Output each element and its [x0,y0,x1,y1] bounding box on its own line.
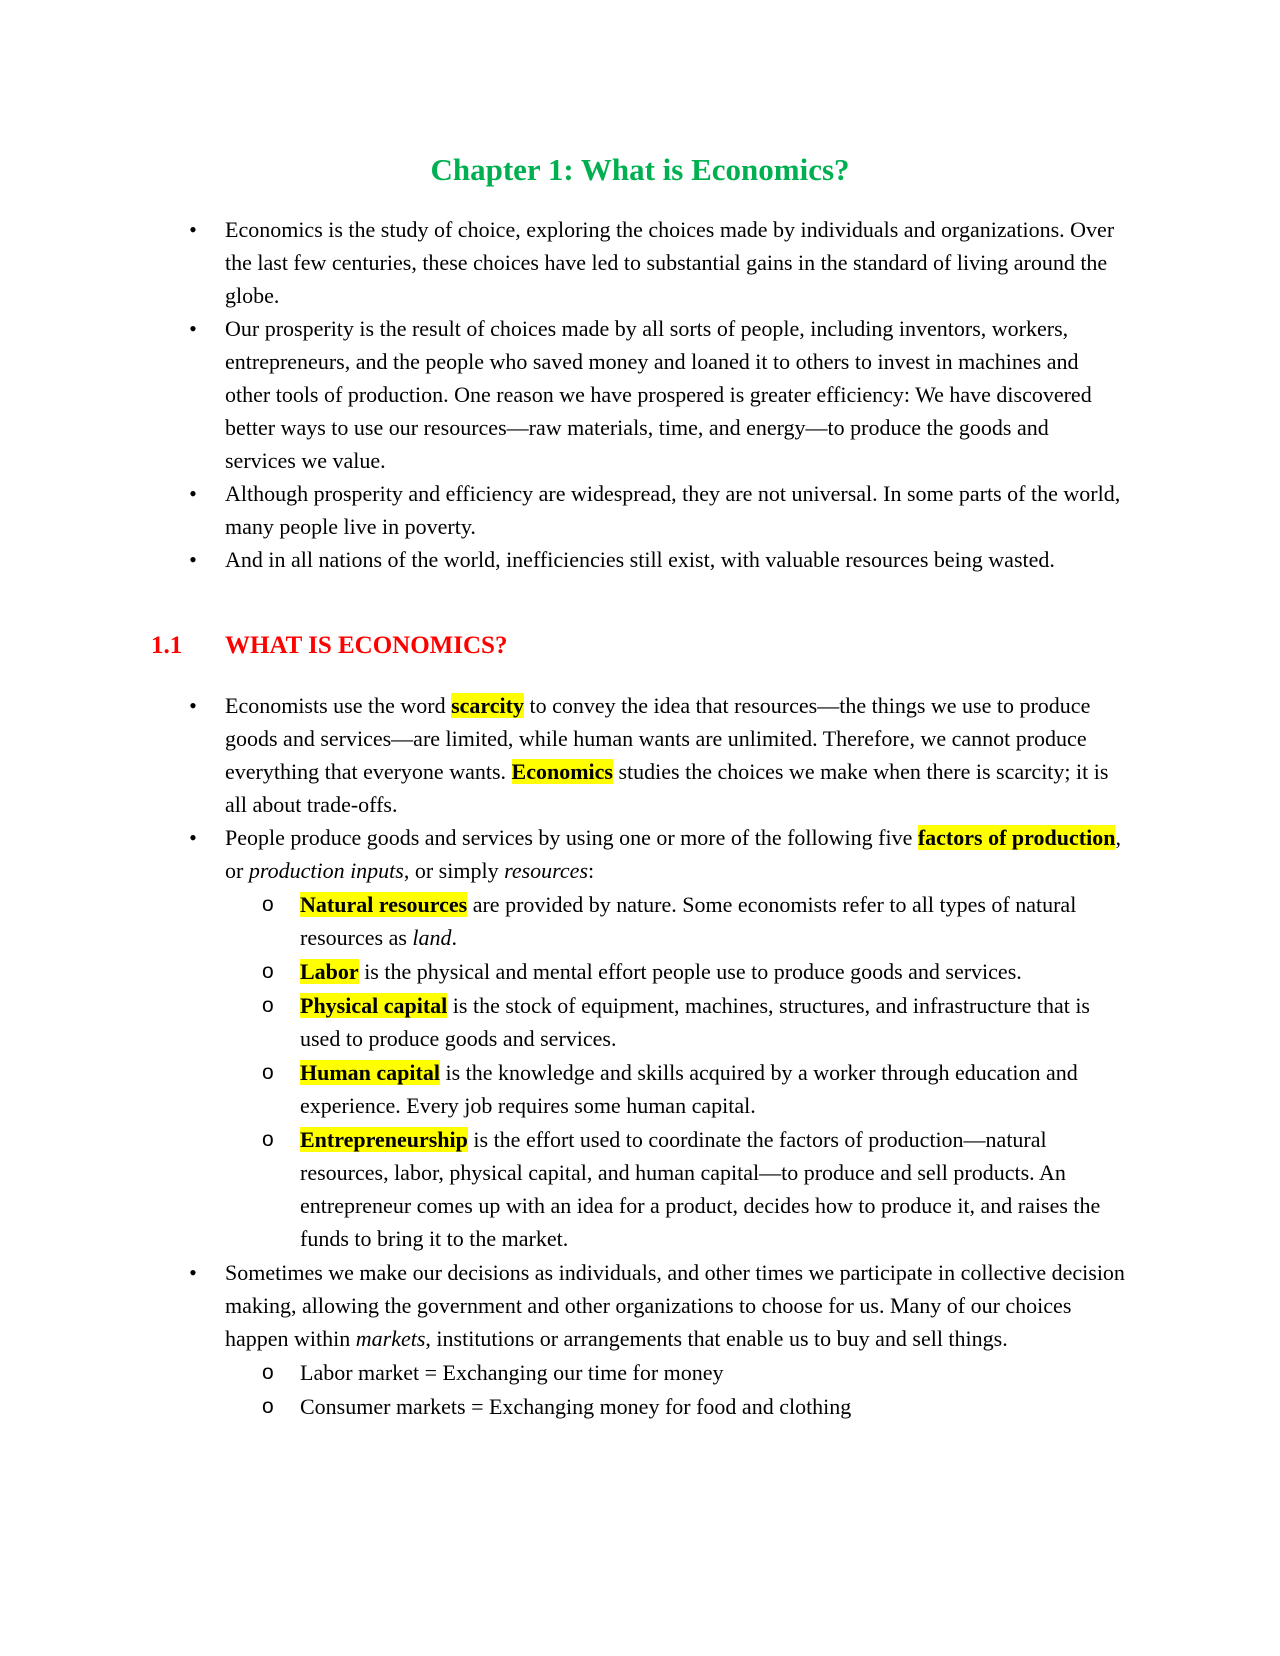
text-run: , institutions or arrangements that enable us to buy and sell things. [425,1326,1008,1351]
circle-bullet-icon: o [262,1361,274,1384]
key-term-human-capital: Human capital [300,1060,440,1085]
factors-bullet-text [225,825,1121,883]
bullet-icon: • [189,825,197,850]
text-run: is the physical and mental effort people use to produce goods and services. [358,959,1022,984]
markets-sub-list [225,1356,1125,1423]
sub-list-item [0,888,1125,954]
bullet-icon: • [189,316,197,341]
sub-list-item [0,955,1125,988]
intro-bullet-text: Our prosperity is the result of choices made by all sorts of people, including inventors, workers, entrepreneurs, and the people who saved money and loaned it to others to invest in machines and other tools of production. One reason we have prospered is greater efficiency: We have discovered better ways to use our resources—raw materials, time, and energy—to produce the goods and services we value. [225,316,1092,473]
bullet-icon: • [189,693,197,718]
text-run: Sometimes we make our decisions as individuals, and other times we participate in collective decision making, allowing the government and other organizations to choose for us. Many of our choices happen within [225,1260,1125,1351]
key-term-scarcity: scarcity [451,693,524,718]
text-run: is the effort used to coordinate the factors of production—natural resources, labor, physical capital, and human capital—to produce and sell products. An entrepreneur comes up with an idea for a product, decides how to produce it, and raises the funds to bring it to the market. [300,1127,1101,1251]
bullet-icon: • [189,547,197,572]
key-term-physical-capital: Physical capital [300,993,448,1018]
markets-bullet-text [225,1260,1125,1351]
list-item [0,213,1125,312]
section-number: 1.1 [151,632,183,659]
list-item [0,689,1125,821]
italic-term: resources [504,858,589,883]
text-run: studies the choices we make when there is scarcity; it is all about trade-offs. [225,759,1109,817]
text-run: . [451,925,458,950]
market-example-text: Consumer markets = Exchanging money for food and clothing [300,1394,852,1419]
italic-term: land [412,925,452,950]
circle-bullet-icon: o [262,893,274,916]
intro-bullet-list [0,213,1125,576]
italic-term: production inputs [248,858,404,883]
circle-bullet-icon: o [262,1061,274,1084]
key-term-entrepreneurship: Entrepreneurship [300,1127,468,1152]
key-term-labor: Labor [300,959,359,984]
section-heading [151,628,507,664]
market-example-text: Labor market = Exchanging our time for money [300,1360,724,1385]
circle-bullet-icon: o [262,1128,274,1151]
list-item [0,543,1125,576]
chapter-title: Chapter 1: What is Economics? [430,152,850,187]
circle-bullet-icon: o [262,994,274,1017]
scarcity-bullet-text [225,693,1108,817]
sub-list-item [0,1356,1125,1389]
list-item [0,821,1125,1255]
text-run: , or simply [403,858,505,883]
text-run: to convey the idea that resources—the things we use to produce goods and services—are limited, while human wants are unlimited. Therefore, we cannot produce everything that everyone wants. [225,693,1091,784]
sub-list-item [0,989,1125,1055]
intro-bullet-text: And in all nations of the world, inefficiencies still exist, with valuable resources being wasted. [225,547,1055,572]
section-title: WHAT IS ECONOMICS? [225,632,508,659]
text-run: Economists use the word [225,693,452,718]
sub-list-item [0,1123,1125,1255]
circle-bullet-icon: o [262,1395,274,1418]
text-run: is the knowledge and skills acquired by a worker through education and experience. Every job requires some human capital. [300,1060,1078,1118]
list-item [0,1256,1125,1423]
text-run: : [588,858,595,883]
italic-term: markets [355,1326,426,1351]
list-item [0,477,1125,543]
text-run: are provided by nature. Some economists refer to all types of natural resources as [300,892,1077,950]
sub-list-item [0,1390,1125,1423]
key-term-economics: Economics [511,759,613,784]
bullet-icon: • [189,217,197,242]
circle-bullet-icon: o [262,960,274,983]
list-item [0,312,1125,477]
intro-bullet-text: Economics is the study of choice, exploring the choices made by individuals and organizations. Over the last few centuries, these choices have led to substantial gains in the standard of living around the globe. [225,217,1115,308]
bullet-icon: • [189,481,197,506]
intro-bullet-text: Although prosperity and efficiency are widespread, they are not universal. In some parts of the world, many people live in poverty. [225,481,1121,539]
text-run: is the stock of equipment, machines, structures, and infrastructure that is used to produce goods and services. [300,993,1090,1051]
sub-list-item [0,1056,1125,1122]
section-bullet-list [0,689,1125,1424]
text-run: People produce goods and services by using one or more of the following five [225,825,918,850]
key-term-natural-resources: Natural resources [300,892,468,917]
factors-sub-list [225,888,1125,1255]
text-run: , or [225,825,1121,883]
key-term-factors-of-production: factors of production [917,825,1116,850]
bullet-icon: • [189,1260,197,1285]
